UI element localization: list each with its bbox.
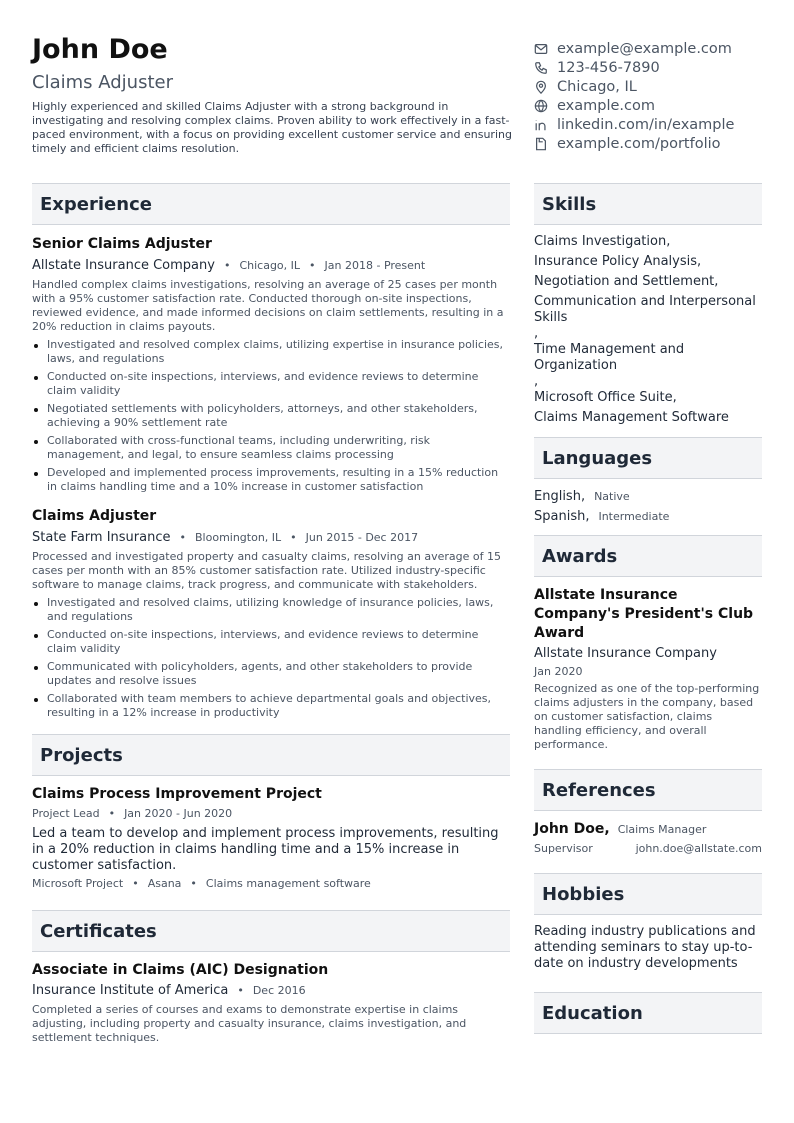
reference-entry (534, 821, 762, 856)
certificate-name: Associate in Claims (AIC) Designation (32, 962, 329, 978)
job-location: Bloomington, IL (195, 531, 282, 544)
project-tags (32, 877, 510, 891)
job-title: Senior Claims Adjuster (32, 236, 212, 252)
separator-dot: • (108, 807, 116, 820)
language-level: Native (594, 490, 630, 503)
job-location: Chicago, IL (239, 259, 301, 272)
award-org: Allstate Insurance Company (534, 646, 717, 661)
skill-separator: , (534, 374, 539, 389)
phone-icon (534, 61, 548, 75)
project-entry (32, 786, 510, 891)
contact-linkedin-text: linkedin.com/in/example (557, 116, 735, 133)
skill-item: Negotiation and Settlement, (534, 274, 719, 289)
contact-phone[interactable] (534, 58, 774, 77)
job-bullet: Investigated and resolved claims, utilizing knowledge of insurance policies, laws, and regulations (32, 596, 510, 624)
contact-website-text: example.com (557, 97, 655, 114)
section-heading-references: References (534, 769, 762, 811)
hobby-text: Reading industry publications and attending seminars to stay up-to-date on industry developments (534, 924, 756, 971)
resume-header (32, 34, 512, 156)
skill-item: Microsoft Office Suite, (534, 390, 677, 405)
certificate-date: Dec 2016 (252, 984, 306, 997)
job-dates: Jun 2015 - Dec 2017 (305, 531, 419, 544)
section-heading-languages: Languages (534, 437, 762, 479)
skill-item: Insurance Policy Analysis, (534, 254, 702, 269)
skill-item: Time Management and Organization (534, 342, 685, 373)
candidate-role: Claims Adjuster (32, 72, 173, 93)
job-description: Processed and investigated property and casualty claims, resolving an average of 15 cases per month with an 85% customer satisfaction rate. Utilized industry-specific software to manage claims, track progress, and communicate with stakeholders. (32, 550, 501, 591)
reference-header (534, 821, 762, 838)
job-bullet: Collaborated with team members to achieve departmental goals and objectives, resulting in a 12% increase in productivity (32, 692, 510, 720)
section-heading-experience: Experience (32, 183, 510, 225)
contact-website[interactable] (534, 96, 774, 115)
skill-item: Claims Management Software (534, 410, 729, 425)
reference-email[interactable]: john.doe@allstate.com (635, 842, 762, 855)
map-pin-icon (534, 80, 548, 94)
contact-linkedin[interactable] (534, 115, 774, 134)
section-heading-education: Education (534, 992, 762, 1034)
job-bullet: Conducted on-site inspections, interviews, and evidence reviews to determine claim validity (32, 628, 510, 656)
skills-list (534, 234, 762, 426)
linkedin-icon (534, 118, 548, 132)
job-bullet: Investigated and resolved complex claims, utilizing expertise in insurance policies, laws, and regulations (32, 338, 510, 366)
contact-location-text: Chicago, IL (557, 78, 637, 95)
separator-dot: • (237, 984, 244, 997)
separator-dot: • (223, 259, 231, 272)
award-date: Jan 2020 (534, 665, 583, 678)
project-role: Project Lead (32, 807, 100, 820)
contact-portfolio[interactable] (534, 134, 774, 153)
section-heading-certificates: Certificates (32, 910, 510, 952)
job-bullet: Conducted on-site inspections, interviews, and evidence reviews to determine claim validity (32, 370, 510, 398)
experience-entry (32, 508, 510, 720)
project-dates: Jan 2020 - Jun 2020 (124, 807, 233, 820)
certificate-meta (32, 983, 510, 999)
separator-dot: • (179, 531, 186, 544)
project-tag: Asana (147, 877, 182, 890)
award-description: Recognized as one of the top-performing claims adjusters in the company, based on customer satisfaction, claims handling efficiency, and overall performance. (534, 682, 760, 751)
separator-dot: • (290, 531, 297, 544)
job-bullets (32, 338, 510, 494)
reference-details (534, 842, 762, 856)
section-heading-awards: Awards (534, 535, 762, 577)
job-company: State Farm Insurance (32, 530, 171, 545)
project-meta (32, 806, 510, 822)
summary-text: Highly experienced and skilled Claims Adjuster with a strong background in investigating and resolving complex claims. Proven ability to work effectively in a fast-paced environment, with a focus on providing excellent customer service and ensuring timely and efficient claims resolution. (32, 100, 512, 155)
section-heading-hobbies: Hobbies (534, 873, 762, 915)
job-meta (32, 530, 510, 546)
award-entry (534, 586, 762, 752)
job-bullet: Developed and implemented process improvements, resulting in a 15% reduction in claims handling time and a 10% increase in customer satisfaction (32, 466, 510, 494)
award-title: Allstate Insurance Company's President's Club Award (534, 587, 754, 641)
certificate-entry (32, 962, 510, 1045)
reference-relation: Supervisor (534, 842, 593, 855)
separator-dot: • (190, 877, 197, 890)
contact-email-text: example@example.com (557, 40, 732, 57)
section-heading-skills: Skills (534, 183, 762, 225)
language-name: Spanish, (534, 509, 590, 524)
language-item (534, 509, 762, 524)
experience-entry (32, 236, 510, 494)
reference-title: Claims Manager (617, 823, 707, 836)
job-meta (32, 258, 510, 274)
job-title: Claims Adjuster (32, 508, 157, 524)
contact-phone-text: 123-456-7890 (557, 59, 660, 76)
right-column (534, 183, 762, 1034)
job-company: Allstate Insurance Company (32, 258, 215, 273)
skill-item: Communication and Interpersonal Skills (534, 294, 756, 325)
project-name: Claims Process Improvement Project (32, 786, 322, 802)
languages-list (534, 489, 762, 524)
reference-name: John Doe, (534, 821, 610, 837)
language-level: Intermediate (598, 510, 670, 523)
job-bullet: Negotiated settlements with policyholders, attorneys, and other stakeholders, achieving a 90% settlement rate (32, 402, 510, 430)
separator-dot: • (309, 259, 316, 272)
portfolio-icon (534, 137, 548, 151)
contact-portfolio-text: example.com/portfolio (557, 135, 721, 152)
certificate-description: Completed a series of courses and exams to demonstrate expertise in claims adjusting, including property and casualty insurance, claims investigation, and settlement techniques. (32, 1003, 467, 1044)
contact-block (534, 39, 774, 153)
contact-location (534, 77, 774, 96)
job-dates: Jan 2018 - Present (324, 259, 426, 272)
skill-separator: , (534, 326, 539, 341)
language-item (534, 489, 762, 504)
job-description: Handled complex claims investigations, resolving an average of 25 cases per month with a 95% customer satisfaction rate. Conducted thorough on-site inspections, reviewed evidence, and made informed decisions on claim settlements, resulting in a 20% reduction in claims payouts. (32, 278, 504, 333)
globe-icon (534, 99, 548, 113)
project-tag: Claims management software (205, 877, 371, 890)
mail-icon (534, 42, 548, 56)
job-bullets (32, 596, 510, 720)
contact-email[interactable] (534, 39, 774, 58)
project-tag: Microsoft Project (32, 877, 124, 890)
project-description: Led a team to develop and implement process improvements, resulting in a 20% reduction in claims handling time and a 15% increase in customer satisfaction. (32, 826, 499, 873)
language-name: English, (534, 489, 586, 504)
candidate-name: John Doe (32, 34, 168, 65)
section-heading-projects: Projects (32, 734, 510, 776)
separator-dot: • (132, 877, 139, 890)
job-bullet: Communicated with policyholders, agents, and other stakeholders to provide updates and resolve issues (32, 660, 510, 688)
left-column (32, 183, 510, 1045)
job-bullet: Collaborated with cross-functional teams, including underwriting, risk management, and legal, to ensure seamless claims processing (32, 434, 510, 462)
certificate-issuer: Insurance Institute of America (32, 983, 229, 998)
skill-item: Claims Investigation, (534, 234, 671, 249)
